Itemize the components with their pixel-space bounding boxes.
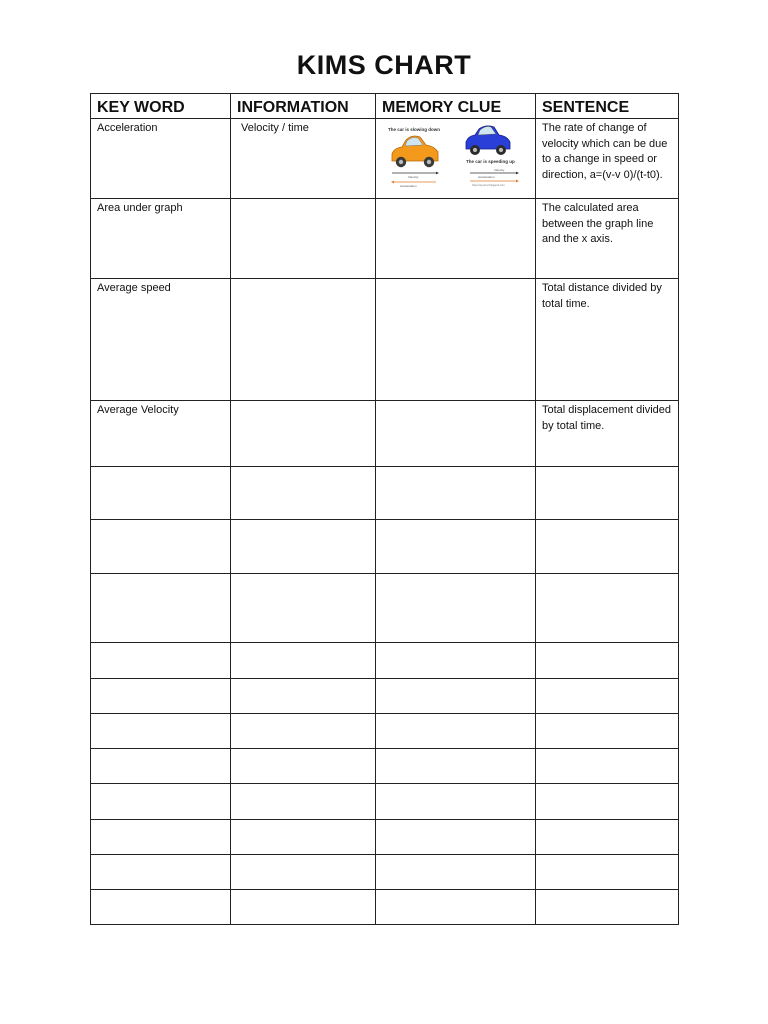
page-title: KIMS CHART xyxy=(296,50,472,80)
memory-clue-cell xyxy=(376,643,536,679)
table-row xyxy=(91,199,679,279)
key-word-cell xyxy=(91,784,231,820)
caption-right: The car is speeding up xyxy=(466,159,515,164)
information-cell xyxy=(231,679,376,714)
key-word-cell: Acceleration xyxy=(91,119,231,199)
sentence-cell xyxy=(536,643,679,679)
key-word-cell xyxy=(91,643,231,679)
sentence-cell xyxy=(536,820,679,855)
key-word-cell xyxy=(91,855,231,890)
information-cell xyxy=(231,279,376,401)
table-row xyxy=(91,820,679,855)
table-row xyxy=(91,784,679,820)
key-word-cell xyxy=(91,574,231,643)
table-row xyxy=(91,855,679,890)
memory-clue-cell xyxy=(376,820,536,855)
information-cell xyxy=(231,199,376,279)
caption-left: The car is slowing down xyxy=(388,127,441,132)
memory-clue-cell xyxy=(376,401,536,467)
header-information: INFORMATION xyxy=(231,94,376,119)
table-row xyxy=(91,749,679,784)
sentence-cell: The rate of change of velocity which can be due to a change in speed or direction, a=(v-v 0)/(t-t0). xyxy=(536,119,679,199)
memory-clue-cell xyxy=(376,784,536,820)
sentence-cell xyxy=(536,574,679,643)
sentence-cell xyxy=(536,714,679,749)
table-row xyxy=(91,679,679,714)
information-cell xyxy=(231,784,376,820)
key-word-cell: Average Velocity xyxy=(91,401,231,467)
table-row xyxy=(91,520,679,574)
information-cell xyxy=(231,574,376,643)
table-row xyxy=(91,890,679,925)
memory-clue-cell xyxy=(376,574,536,643)
sentence-cell xyxy=(536,890,679,925)
image-credit: https://sp-clevi.blogspot.com xyxy=(472,184,505,187)
sentence-cell: Total distance divided by total time. xyxy=(536,279,679,401)
memory-clue-cell xyxy=(376,199,536,279)
sentence-cell xyxy=(536,520,679,574)
information-cell xyxy=(231,401,376,467)
memory-clue-cell xyxy=(376,679,536,714)
key-word-cell xyxy=(91,467,231,520)
memory-clue-cell xyxy=(376,890,536,925)
key-word-cell xyxy=(91,520,231,574)
acceleration-label-left: Acceleration xyxy=(400,184,417,188)
key-word-cell xyxy=(91,679,231,714)
orange-car-icon xyxy=(392,136,438,167)
sentence-cell xyxy=(536,749,679,784)
key-word-cell: Average speed xyxy=(91,279,231,401)
key-word-cell: Area under graph xyxy=(91,199,231,279)
information-cell xyxy=(231,520,376,574)
table-row xyxy=(91,714,679,749)
header-row xyxy=(91,94,679,119)
table-row xyxy=(91,279,679,401)
car-acceleration-illustration-icon xyxy=(378,121,532,195)
header-memory-clue: MEMORY CLUE xyxy=(376,94,536,119)
memory-clue-cell xyxy=(376,520,536,574)
sentence-cell: Total displacement divided by total time. xyxy=(536,401,679,467)
header-sentence: SENTENCE xyxy=(536,94,679,119)
sentence-cell xyxy=(536,679,679,714)
velocity-label-right: Velocity xyxy=(494,168,505,172)
information-cell xyxy=(231,855,376,890)
memory-clue-cell xyxy=(376,467,536,520)
kims-chart-table xyxy=(90,93,679,925)
key-word-cell xyxy=(91,749,231,784)
acceleration-label-right: Acceleration xyxy=(478,175,495,179)
table-row xyxy=(91,467,679,520)
velocity-label-left: Velocity xyxy=(408,175,419,179)
information-cell: Velocity / time xyxy=(231,119,376,199)
header-key-word: KEY WORD xyxy=(91,94,231,119)
sentence-cell xyxy=(536,784,679,820)
sentence-cell xyxy=(536,467,679,520)
information-cell xyxy=(231,714,376,749)
memory-clue-cell xyxy=(376,279,536,401)
information-cell xyxy=(231,820,376,855)
information-cell xyxy=(231,749,376,784)
table-row xyxy=(91,401,679,467)
key-word-cell xyxy=(91,890,231,925)
memory-clue-cell xyxy=(376,119,536,199)
key-word-cell xyxy=(91,714,231,749)
table-row xyxy=(91,574,679,643)
table-row xyxy=(91,119,679,199)
memory-clue-cell xyxy=(376,749,536,784)
key-word-cell xyxy=(91,820,231,855)
sentence-cell: The calculated area between the graph line and the x axis. xyxy=(536,199,679,279)
information-cell xyxy=(231,467,376,520)
table-row xyxy=(91,643,679,679)
blue-car-icon xyxy=(466,126,510,155)
information-cell xyxy=(231,643,376,679)
information-cell xyxy=(231,890,376,925)
memory-clue-cell xyxy=(376,855,536,890)
memory-clue-cell xyxy=(376,714,536,749)
sentence-cell xyxy=(536,855,679,890)
